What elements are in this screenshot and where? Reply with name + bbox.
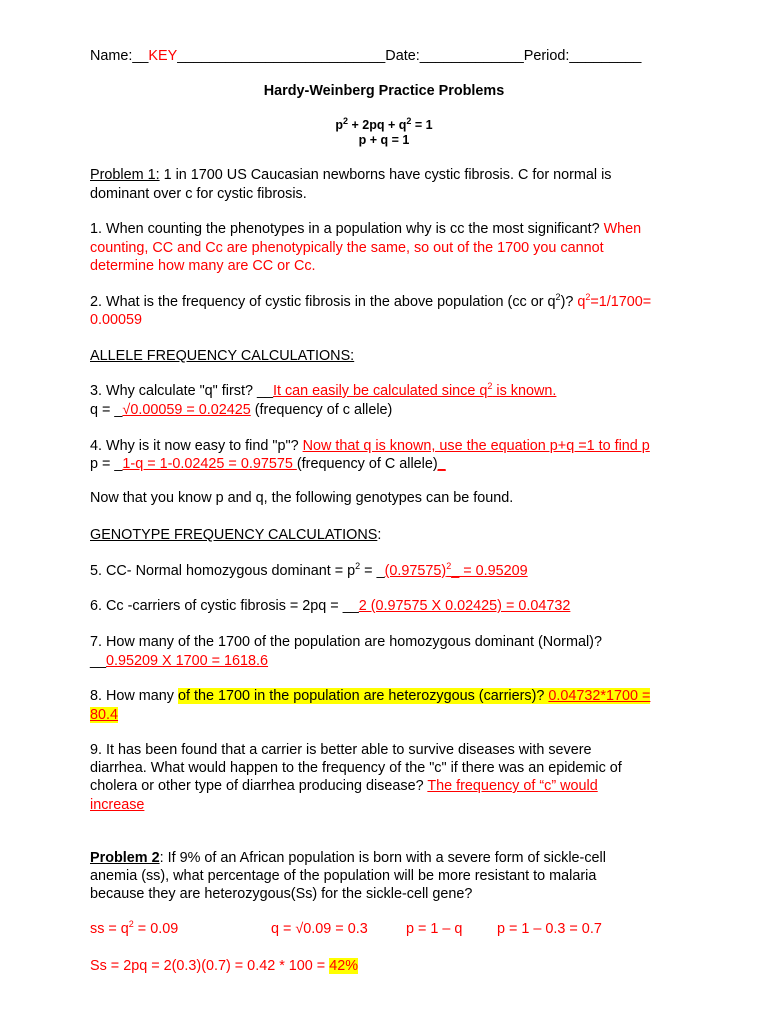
q8-question-a: 8. How many [90,688,178,704]
problem2-calc-ss [90,920,178,938]
q6-line [90,597,570,615]
q1-answer1: When [603,221,642,237]
eq1-p-exp: 2 [343,115,349,126]
q8-question-b: of the 1700 in the population are heterozygous (carriers)? [177,688,549,704]
q2-answer-a: q [577,294,586,310]
q4-line1 [90,437,650,455]
q4-p-end: _ [437,456,446,472]
name-line: __________________________ [177,48,386,64]
period-line: _________ [569,48,642,64]
q3-question: 3. Why calculate "q" first? __ [90,383,273,399]
allele-heading: ALLELE FREQUENCY CALCULATIONS: [90,348,355,364]
q9-line2: diarrhea. What would happen to the frequency of the "c" if there was an epidemic of [90,760,622,776]
eq1-p: p [335,118,343,132]
problem2-calc-p: p = 1 – q [406,921,463,937]
q5-question-exp: 2 [355,561,361,572]
q1-question: 1. When counting the phenotypes in a population why is cc the most significant? [90,221,604,237]
eq1-mid: + 2pq + q [351,118,407,132]
genotype-heading: GENOTYPE FREQUENCY CALCULATIONS [90,527,378,543]
q9-question-end: cholera or other type of diarrhea producing disease? [90,778,428,794]
q7-line2 [90,652,268,670]
q4-question: 4. Why is it now easy to find "p"? [90,438,303,454]
q4-p-answer: 1-q = 1-0.02425 = 0.97575 [122,456,297,472]
calc-ss-exp: 2 [128,919,134,930]
q3-answer-b: is known. [492,383,557,399]
q8-answer2: 80.4 [90,707,119,723]
q2-answer-b: =1/1700= [590,294,652,310]
q4-p-tail: (frequency of C allele) [296,456,438,472]
q2-answer-exp: 2 [585,292,591,303]
q3-answer-exp: 2 [487,381,493,392]
q2-question-a: 2. What is the frequency of cystic fibrosis in the above population (cc or q [90,294,556,310]
name-label: Name:__ [90,48,149,64]
equation-2: p + q = 1 [358,133,410,147]
q6-question: 6. Cc -carriers of cystic fibrosis = 2pq = __ [90,598,359,614]
q9-line1: 9. It has been found that a carrier is better able to survive diseases with severe [90,742,592,758]
q5-question-a: 5. CC- Normal homozygous dominant = p [90,563,356,579]
q4-p-label: p = _ [90,456,123,472]
q9-line3 [90,777,598,795]
q9-answer1: The frequency of “c” would [427,778,598,794]
q5-answer-a: (0.97575) [384,563,447,579]
q8-answer1: 0.04732*1700 = [548,688,651,704]
q5-line [90,562,528,580]
now-text: Now that you know p and q, the following genotypes can be found. [90,490,514,506]
q3-line2 [90,401,392,419]
q5-answer-b: _ = 0.95209 [451,563,528,579]
eq1-end: = 1 [414,118,433,132]
problem2-line3: because they are heterozygous(Ss) for the sickle-cell gene? [90,886,473,902]
q4-line2 [90,455,446,473]
q5-question-b: = _ [360,563,385,579]
q2-line1 [90,293,651,311]
problem1-line1 [90,166,612,184]
q5-answer-exp: 2 [446,561,452,572]
q3-q-label: q = _ [90,402,123,418]
q8-line2 [90,706,118,724]
q8-line1 [90,687,650,705]
problem1-text1: 1 in 1700 US Caucasian newborns have cystic fibrosis. C for normal is [159,167,612,183]
problem2-calc-q: q = √0.09 = 0.3 [271,921,368,937]
q9-line4 [90,796,144,814]
calc-ss-b: = 0.09 [133,921,179,937]
q3-q-tail: (frequency of c allele) [250,402,393,418]
equation-1 [0,115,768,133]
header-line [90,47,641,65]
eq1-q-exp: 2 [406,115,412,126]
genotype-colon: : [377,527,382,543]
q7-prefix: __ [90,653,107,669]
problem2-final [90,957,358,975]
q2-question-exp: 2 [555,292,561,303]
problem1-label: Problem 1: [90,167,160,183]
problem2-calc-p-value: p = 1 – 0.3 = 0.7 [497,921,602,937]
q2-question-b: )? [560,294,578,310]
q2-answer2: 0.00059 [90,312,143,328]
problem2-line1 [90,849,606,867]
q1-answer2: counting, CC and Cc are phenotypically the same, so out of the 1700 you cannot [90,240,604,256]
date-label: Date: [385,48,420,64]
problem1-line2: dominant over c for cystic fibrosis. [90,186,307,202]
q7-answer: 0.95209 X 1700 = 1618.6 [106,653,269,669]
final-calc: Ss = 2pq = 2(0.3)(0.7) = 0.42 * 100 = [90,958,330,974]
problem2-line2: anemia (ss), what percentage of the population will be more resistant to malaria [90,868,597,884]
q5-answer [385,563,528,579]
q3-line1 [90,382,556,400]
name-value: KEY [148,48,178,64]
q1-answer3: determine how many are CC or Cc. [90,258,316,274]
q4-answer: Now that q is known, use the equation p+q =1 to find p [302,438,650,454]
q9-answer2: increase [90,797,145,813]
genotype-heading-line [90,526,381,544]
calc-ss-a: ss = q [90,921,129,937]
q3-q-answer: √0.00059 = 0.02425 [122,402,251,418]
q7-line1: 7. How many of the 1700 of the population are homozygous dominant (Normal)? [90,634,602,650]
period-label: Period: [523,48,570,64]
date-line: _____________ [419,48,524,64]
q1-line1 [90,220,641,238]
page-title: Hardy-Weinberg Practice Problems [263,83,505,99]
q6-answer: 2 (0.97575 X 0.02425) = 0.04732 [358,598,571,614]
final-answer: 42% [329,958,359,974]
problem2-text1: : If 9% of an African population is born with a severe form of sickle-cell [159,850,606,866]
q3-answer-a: It can easily be calculated since q [272,383,488,399]
problem2-label: Problem 2 [90,850,160,866]
q3-answer [273,383,556,399]
